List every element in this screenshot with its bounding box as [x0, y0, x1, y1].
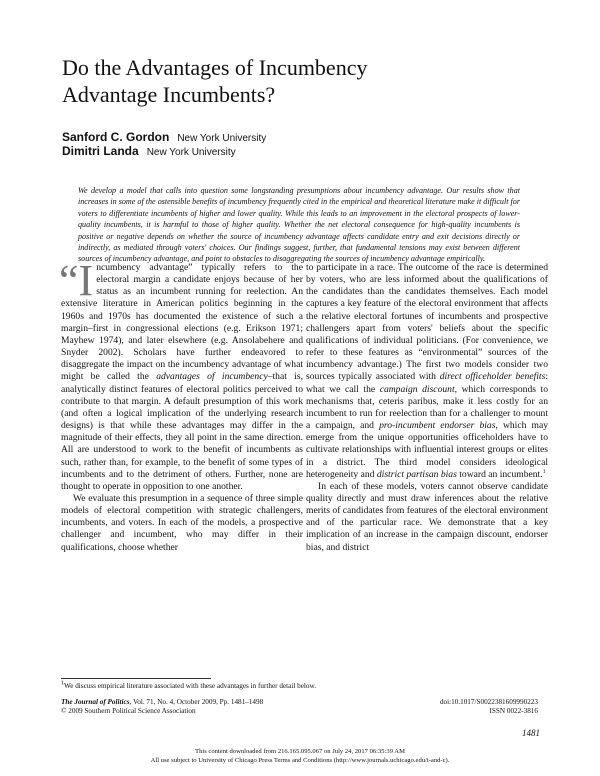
paragraph: We evaluate this presumption in a sequence of three simple models of electoral competition with strategic challengers, incumbents, and voters. In each of the models, a prospective challenger and incumbent, who may differ in their qualifications, choose whether	[61, 492, 303, 553]
paragraph: In each of these models, voters cannot observe candidate quality directly and must draw inferences about the relative merits of candidates from features of the electoral environment and of the particular race. We demonstrate that a key implication of an increase in the campaign discount, endorser bias, and district	[306, 480, 548, 553]
footnote-text: We discuss empirical literature associated with these advantages in further detail below.	[64, 682, 317, 690]
body-column-right	[306, 262, 548, 554]
emphasis: district partisan bias	[376, 468, 457, 480]
text-run: to participate in a race. The outcome of the race is determined by voters, who are less informed about the qualifications of the candidates than the candidates themselves. Each model captures a key feature of the electoral environment that affects the relative electoral fortunes of incumbents and prospective challengers apart from voters' beliefs about the specific qualifications of individual politicians. (For convenience, we refer to these features as “environmental” sources of the incumbency advantage.) The first two models consider two sources typically associated with	[306, 262, 548, 383]
article-title	[62, 54, 542, 108]
author-affiliation: New York University	[146, 147, 236, 158]
page-number: 1481	[522, 728, 540, 738]
author-name: Sanford C. Gordon	[62, 130, 170, 144]
emphasis: pro-incumbent endorser bias	[379, 420, 496, 432]
footnote	[61, 682, 316, 691]
paragraph	[59, 256, 303, 493]
footnote-marker: 1	[542, 468, 546, 475]
author-affiliation: New York University	[177, 133, 267, 144]
download-notice: This content downloaded from 216.165.095.067 on July 24, 2017 06:35:39 AM	[195, 748, 405, 755]
paragraph	[306, 262, 548, 481]
title-line-1: Do the Advantages of Incumbency	[62, 55, 368, 80]
emphasis: advantages of incumbency	[156, 371, 268, 383]
journal-citation	[61, 698, 263, 707]
title-line-2: Advantage Incumbents?	[62, 82, 276, 107]
doi: doi:10.1017/S0022381609990223	[439, 698, 538, 706]
text-run: ncumbency advantage” typically refers to the electoral margin a candidate enjoys because of her status as an incumbent running for reelection. An extensive literature in American politics beginning in the 1960s and 1970s has documented the existence of such a margin–first in congressional elections (e.g. Erikson 1971; Mayhew 1974), and later elsewhere (e.g. Ansolabehere and Snyder 2002). Scholars have further endeavored to disaggregate the impact on the incumbency advantage of what might be called the	[61, 262, 303, 383]
emphasis: direct officeholder benefits	[439, 371, 546, 383]
text-run: , which corresponds to mechanisms that, ceteris paribus, make it less costly for an incumbent to run for reelection than for a challenger to mount a campaign, and	[306, 383, 549, 432]
terms-notice: All use subject to University of Chicago Press Terms and Conditions (http://www.journals.uchicago.edu/t-and-c).	[150, 757, 450, 764]
text-run: toward an incumbent.	[456, 468, 543, 480]
text-run: : what we call the	[306, 371, 549, 395]
footnote-rule	[61, 678, 211, 679]
author-name: Dimitri Landa	[62, 144, 139, 158]
copyright: © 2009 Southern Political Science Association	[61, 707, 196, 715]
abstract: We develop a model that calls into question some longstanding presumptions about incumbency advantage. Our results show that increases in some of the ostensible benefits of incumbency frequently cited in the empirical and theoretical literature make it difficult for voters to differentiate incumbents of higher and lower quality. While this leads to an improvement in the electoral prospects of lower-quality incumbents, it is harmful to those of higher quality. Whether the net electoral consequence for high-quality incumbents is positive or negative depends on whether the source of incumbency advantage affects candidate entry and exit decisions directly or indirectly, as mediated through voters' choices. Our findings suggest, further, that fundamental tensions may exist between different sources of incumbency advantage, and point to obstacles to disaggregating the sources of incumbency advantage empirically.	[78, 186, 520, 264]
journal-details: , Vol. 71, No. 4, October 2009, Pp. 1481–1498	[129, 698, 264, 706]
footnote-number: 1	[61, 680, 64, 687]
author-2	[62, 144, 236, 160]
body-column-left	[59, 256, 303, 554]
text-run: , which may emerge from the unique opportunities officeholders have to cultivate relationships with influential interest groups or elites in a district. The third model considers ideological heterogeneity and	[306, 420, 548, 480]
emphasis: campaign discount	[379, 383, 455, 395]
drop-cap: “I	[59, 256, 94, 305]
issn: ISSN 0022-3816	[489, 707, 538, 715]
text-run: –that is, analytically distinct features of electoral politics perceived to contribute to that margin. A default presumption of this work (and often a logical implication of the underlying research designs) is that while these advantages may differ in the magnitude of their effects, they all point in the same direction. All are understood to work to the benefit of incumbents as such, rather than, for example, to the benefit of some types of incumbents and to the detriment of others. Further, none are thought to operate in opposition to one another.	[61, 371, 303, 492]
journal-name: The Journal of Politics	[61, 698, 130, 706]
